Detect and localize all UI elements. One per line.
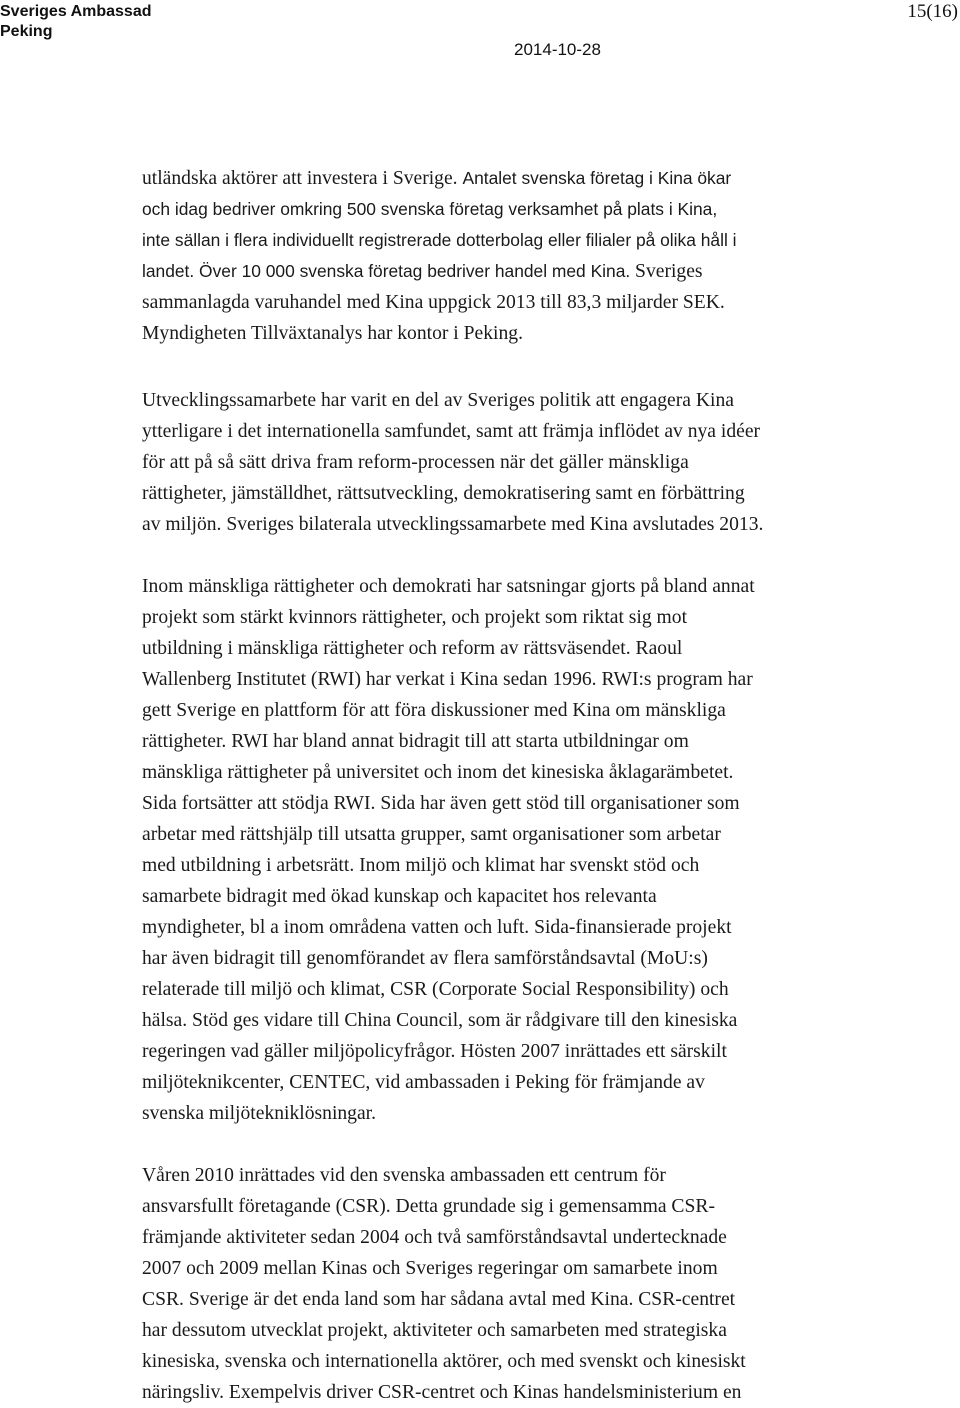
text-run: Sveriges xyxy=(635,261,703,282)
text-run: mänskliga rättigheter på universitet och inom det kinesiska åklagarämbetet. xyxy=(142,762,734,783)
document-body xyxy=(142,163,854,1408)
text-run: näringsliv. Exempelvis driver CSR-centret och Kinas handelsministerium en xyxy=(142,1382,742,1403)
text-line xyxy=(142,664,854,695)
text-run: sammanlagda varuhandel med Kina uppgick 2013 till 83,3 miljarder SEK. xyxy=(142,292,725,313)
text-line xyxy=(142,318,854,349)
text-run: hälsa. Stöd ges vidare till China Council, som är rådgivare till den kinesiska xyxy=(142,1010,738,1031)
text-line xyxy=(142,633,854,664)
text-line xyxy=(142,757,854,788)
text-run: för att på så sätt driva fram reform-processen när det gäller mänskliga xyxy=(142,452,689,473)
text-line xyxy=(142,1191,854,1222)
text-run: Våren 2010 inrättades vid den svenska ambassaden ett centrum för xyxy=(142,1165,666,1186)
text-run: miljöteknikcenter, CENTEC, vid ambassaden i Peking för främjande av xyxy=(142,1072,705,1093)
text-run: myndigheter, bl a inom områdena vatten och luft. Sida-finansierade projekt xyxy=(142,917,732,938)
text-line xyxy=(142,1222,854,1253)
paragraph xyxy=(142,385,854,540)
text-run: och idag bedriver omkring 500 svenska företag verksamhet på plats i Kina, xyxy=(142,199,718,219)
header-organization: Sveriges Ambassad xyxy=(0,3,152,20)
text-line xyxy=(142,256,854,287)
text-line xyxy=(142,943,854,974)
text-run: rättigheter, jämställdhet, rättsutveckling, demokratisering samt en förbättring xyxy=(142,483,745,504)
text-run: utländska aktörer att investera i Sverige. xyxy=(142,168,463,189)
text-run: Inom mänskliga rättigheter och demokrati har satsningar gjorts på bland annat xyxy=(142,576,755,597)
text-line xyxy=(142,850,854,881)
text-line xyxy=(142,478,854,509)
text-run: landet. Över 10 000 svenska företag bedriver handel med Kina. xyxy=(142,261,636,281)
text-line xyxy=(142,1067,854,1098)
text-run: kinesiska, svenska och internationella aktörer, och med svenskt och kinesiskt xyxy=(142,1351,746,1372)
text-run: Sida fortsätter att stödja RWI. Sida har även gett stöd till organisationer som xyxy=(142,793,740,814)
text-line xyxy=(142,1098,854,1129)
text-line xyxy=(142,194,854,225)
text-line xyxy=(142,509,854,540)
text-run: projekt som stärkt kvinnors rättigheter, och projekt som riktat sig mot xyxy=(142,607,688,628)
text-line xyxy=(142,602,854,633)
text-line xyxy=(142,1160,854,1191)
paragraph xyxy=(142,163,854,349)
text-line xyxy=(142,881,854,912)
text-run: Antalet svenska företag i Kina ökar xyxy=(462,168,732,188)
text-run: ytterligare i det internationella samfundet, samt att främja inflödet av nya idéer xyxy=(142,421,761,442)
text-line xyxy=(142,1346,854,1377)
text-line xyxy=(142,163,854,194)
text-line xyxy=(142,695,854,726)
text-line xyxy=(142,974,854,1005)
text-run: Utvecklingssamarbete har varit en del av Sveriges politik att engagera Kina xyxy=(142,390,734,411)
text-line xyxy=(142,819,854,850)
text-line xyxy=(142,788,854,819)
text-line xyxy=(142,287,854,318)
text-line xyxy=(142,1377,854,1408)
text-run: Myndigheten Tillväxtanalys har kontor i Peking. xyxy=(142,323,523,344)
text-run: rättigheter. RWI har bland annat bidragit till att starta utbildningar om xyxy=(142,731,689,752)
text-run: gett Sverige en plattform för att föra diskussioner med Kina om mänskliga xyxy=(142,700,726,721)
text-line xyxy=(142,385,854,416)
text-run: av miljön. Sveriges bilaterala utvecklingssamarbete med Kina avslutades 2013. xyxy=(142,514,764,535)
text-line xyxy=(142,1005,854,1036)
text-run: ansvarsfullt företagande (CSR). Detta grundade sig i gemensamma CSR- xyxy=(142,1196,715,1217)
text-run: samarbete bidragit med ökad kunskap och kapacitet hos relevanta xyxy=(142,886,657,907)
text-run: relaterade till miljö och klimat, CSR (Corporate Social Responsibility) och xyxy=(142,979,729,1000)
text-run: har dessutom utvecklat projekt, aktiviteter och samarbeten med strategiska xyxy=(142,1320,727,1341)
text-line xyxy=(142,416,854,447)
text-line xyxy=(142,225,854,256)
text-line xyxy=(142,1253,854,1284)
text-run: främjande aktiviteter sedan 2004 och två samförståndsavtal undertecknade xyxy=(142,1227,727,1248)
text-run: svenska miljötekniklösningar. xyxy=(142,1103,377,1124)
text-run: inte sällan i flera individuellt registrerade dotterbolag eller filialer på olika håll i xyxy=(142,230,737,250)
text-line xyxy=(142,1284,854,1315)
paragraph xyxy=(142,571,854,1129)
text-run: CSR. Sverige är det enda land som har sådana avtal med Kina. CSR-centret xyxy=(142,1289,736,1310)
text-line xyxy=(142,447,854,478)
text-run: utbildning i mänskliga rättigheter och reform av rättsväsendet. Raoul xyxy=(142,638,683,659)
text-run: 2007 och 2009 mellan Kinas och Sveriges regeringar om samarbete inom xyxy=(142,1258,718,1279)
header-date: 2014-10-28 xyxy=(514,40,601,59)
text-run: med utbildning i arbetsrätt. Inom miljö och klimat har svenskt stöd och xyxy=(142,855,700,876)
text-run: Wallenberg Institutet (RWI) har verkat i Kina sedan 1996. RWI:s program har xyxy=(142,669,753,690)
text-line xyxy=(142,726,854,757)
text-line xyxy=(142,912,854,943)
text-run: arbetar med rättshjälp till utsatta grupper, samt organisationer som arbetar xyxy=(142,824,721,845)
text-line xyxy=(142,571,854,602)
header-city: Peking xyxy=(0,23,53,40)
text-run: har även bidragit till genomförandet av flera samförståndsavtal (MoU:s) xyxy=(142,948,708,969)
text-line xyxy=(142,1315,854,1346)
header-page-number: 15(16) xyxy=(907,1,958,22)
text-line xyxy=(142,1036,854,1067)
paragraph xyxy=(142,1160,854,1408)
text-run: regeringen vad gäller miljöpolicyfrågor. Hösten 2007 inrättades ett särskilt xyxy=(142,1041,727,1062)
